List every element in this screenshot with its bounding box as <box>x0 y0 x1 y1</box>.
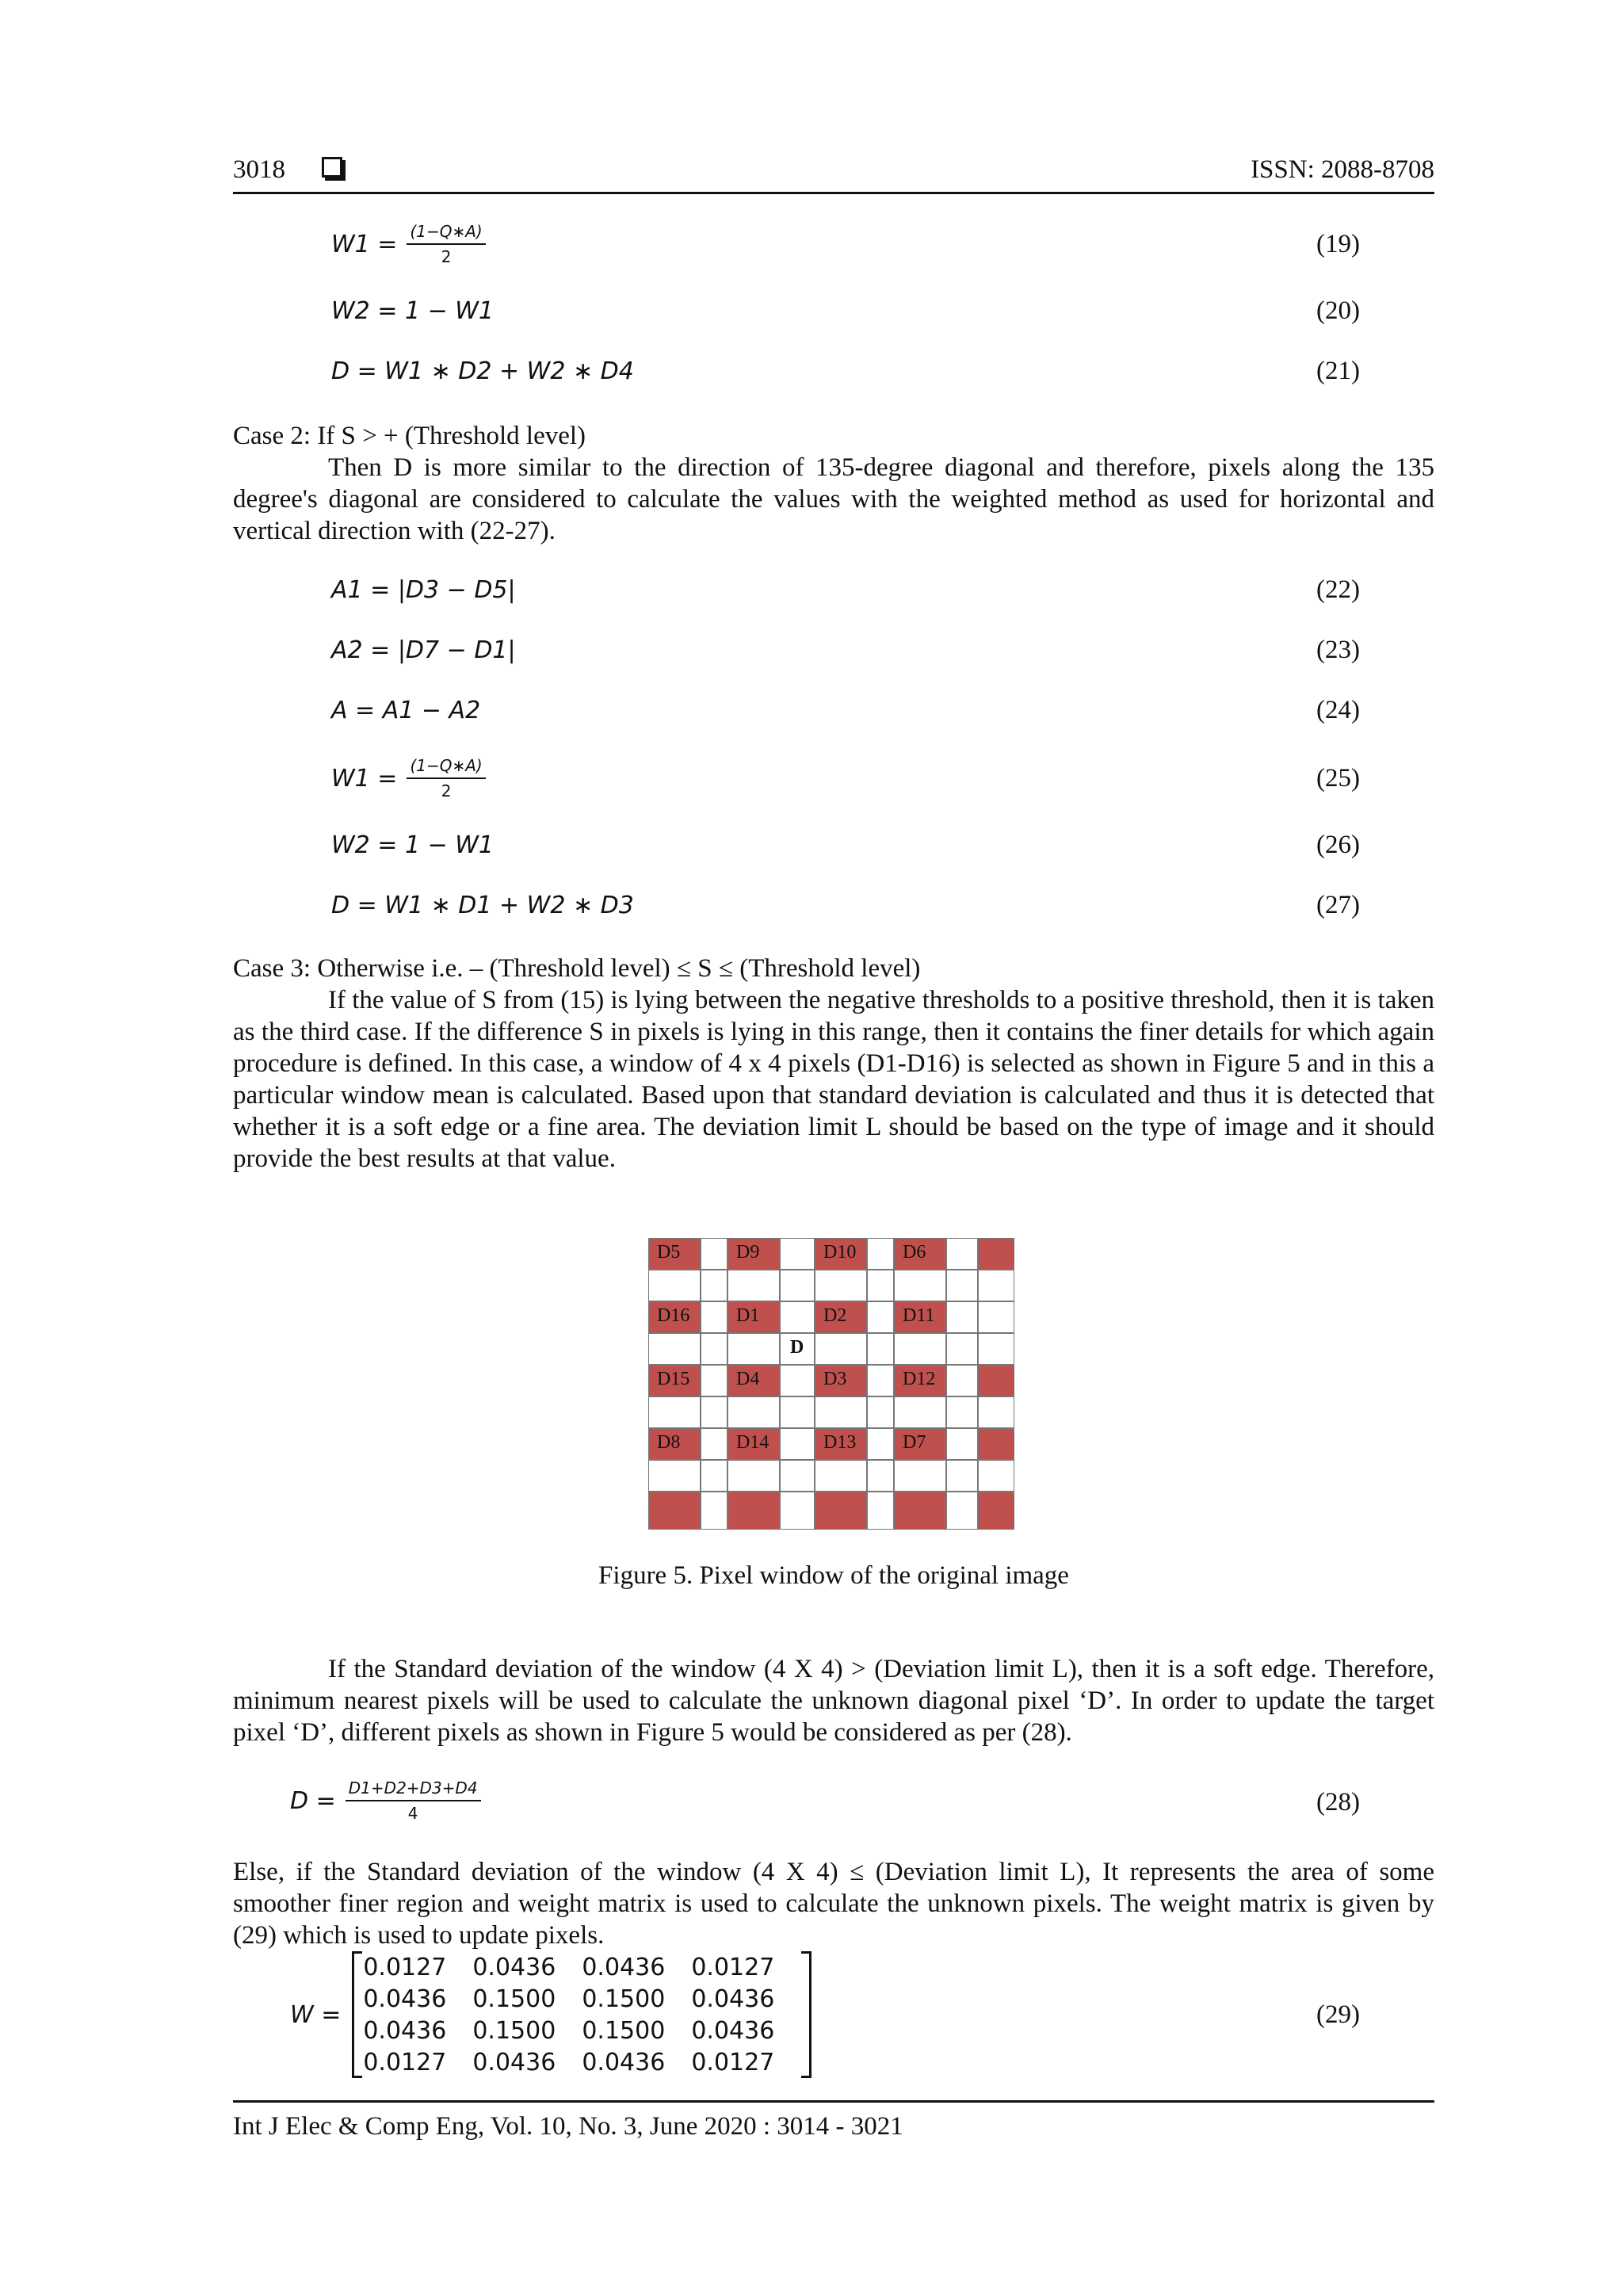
pixel-cell-d11: D11 <box>894 1301 946 1333</box>
equation-20: W2 = 1 − W1 <box>331 296 495 325</box>
pixel-cell <box>867 1301 894 1333</box>
pixel-cell <box>727 1333 780 1365</box>
matrix-cell: 0.0436 <box>472 1953 556 1981</box>
matrix-cell: 0.0127 <box>363 1953 447 1981</box>
pixel-cell <box>648 1270 701 1301</box>
pixel-cell-d10: D10 <box>815 1238 867 1270</box>
pixel-cell <box>701 1492 727 1530</box>
pixel-cell <box>978 1428 1014 1460</box>
pixel-cell <box>946 1333 978 1365</box>
equation-number: (29) <box>1316 2000 1360 2029</box>
matrix-cell: 0.0436 <box>363 2016 447 2045</box>
pixel-cell-d12: D12 <box>894 1365 946 1396</box>
pixel-cell <box>701 1396 727 1428</box>
case3-paragraph: If the value of S from (15) is lying between the negative thresholds to a positive threshold, then it is taken as the third case. If the difference S in pixels is lying in this range, then it contains the finer details for which again procedure is defined. In this case, a window of 4 x 4 pixels (D1-D16) is selected as shown in Figure 5 and in this a particular window mean is calculated. Based upon that standard deviation is calculated and thus it is detected that whether it is a soft edge or a fine area. The deviation limit L should be based on the type of image and it should provide the best results at that value. <box>233 986 1434 1173</box>
equation-26: W2 = 1 − W1 <box>331 831 495 859</box>
else-paragraph: Else, if the Standard deviation of the window (4 X 4) ≤ (Deviation limit L), It represents the area of some smoother finer region and weight matrix is used to calculate the unknown pixels. The weight matrix is given by (29) which is used to update pixels. <box>233 1858 1434 1950</box>
pixel-cell <box>867 1428 894 1460</box>
pixel-cell <box>946 1428 978 1460</box>
pixel-cell <box>780 1238 815 1270</box>
matrix-cell: 0.1500 <box>582 1985 666 2013</box>
matrix-cell: 0.0436 <box>582 2048 666 2076</box>
equation-22: A1 = |D3 − D5| <box>331 575 516 604</box>
pixel-cell <box>946 1492 978 1530</box>
matrix-row <box>363 2046 800 2078</box>
pixel-window-grid <box>648 1238 1014 1530</box>
pixel-cell <box>780 1270 815 1301</box>
pixel-cell <box>978 1333 1014 1365</box>
pixel-cell <box>648 1333 701 1365</box>
pixel-cell <box>978 1365 1014 1396</box>
pixel-cell <box>978 1270 1014 1301</box>
pixel-cell <box>867 1492 894 1530</box>
matrix-row <box>363 2015 800 2046</box>
pixel-cell-d5: D5 <box>648 1238 701 1270</box>
matrix-row <box>363 1983 800 2015</box>
pixel-cell-d9: D9 <box>727 1238 780 1270</box>
case2-paragraph: Then D is more similar to the direction of 135-degree diagonal and therefore, pixels along the 135 degree's diagonal are considered to calculate the values with the weighted method as used for horizontal and vertical direction with (22-27). <box>233 453 1434 545</box>
pixel-cell <box>701 1460 727 1492</box>
pixel-cell <box>780 1428 815 1460</box>
case2-heading: Case 2: If S > + (Threshold level) <box>233 422 586 450</box>
pixel-cell-d3: D3 <box>815 1365 867 1396</box>
pixel-cell <box>946 1270 978 1301</box>
equation-number: (24) <box>1316 696 1360 724</box>
pixel-cell <box>946 1301 978 1333</box>
pixel-cell <box>867 1460 894 1492</box>
header-rule <box>233 192 1434 194</box>
pixel-cell <box>978 1396 1014 1428</box>
equation-number: (22) <box>1316 575 1360 604</box>
pixel-cell-d8: D8 <box>648 1428 701 1460</box>
matrix-row <box>363 1951 800 1983</box>
pixel-cell <box>946 1460 978 1492</box>
pixel-cell <box>867 1238 894 1270</box>
pixel-cell <box>978 1238 1014 1270</box>
matrix-cell: 0.0436 <box>582 1953 666 1981</box>
pixel-cell <box>867 1270 894 1301</box>
pixel-cell <box>727 1396 780 1428</box>
pixel-cell <box>780 1301 815 1333</box>
pixel-cell <box>978 1492 1014 1530</box>
matrix-cell: 0.0127 <box>691 1953 775 1981</box>
equation-number: (23) <box>1316 636 1360 664</box>
pixel-cell-d16: D16 <box>648 1301 701 1333</box>
equation-28: D = $\frac{D1+D2+D3+D4}{4}$ <box>290 1777 481 1824</box>
pixel-cell-d6: D6 <box>894 1238 946 1270</box>
equation-number: (20) <box>1316 296 1360 325</box>
case3-heading: Case 3: Otherwise i.e. – (Threshold level) ≤ S ≤ (Threshold level) <box>233 954 921 983</box>
pixel-cell <box>894 1460 946 1492</box>
pixel-cell <box>815 1492 867 1530</box>
pixel-cell-d2: D2 <box>815 1301 867 1333</box>
pixel-cell <box>727 1460 780 1492</box>
figure-caption: Figure 5. Pixel window of the original image <box>598 1561 1069 1590</box>
pixel-cell <box>701 1301 727 1333</box>
equation-number: (28) <box>1316 1788 1360 1817</box>
issn-label: ISSN: 2088-8708 <box>1251 155 1434 184</box>
pixel-cell-d7: D7 <box>894 1428 946 1460</box>
pixel-cell <box>780 1365 815 1396</box>
pixel-cell-d14: D14 <box>727 1428 780 1460</box>
equation-29 <box>290 1951 812 2078</box>
pixel-cell <box>648 1460 701 1492</box>
pixel-cell-d15: D15 <box>648 1365 701 1396</box>
matrix-cell: 0.1500 <box>582 2016 666 2045</box>
pixel-cell <box>815 1333 867 1365</box>
pixel-cell <box>946 1365 978 1396</box>
pixel-cell <box>701 1428 727 1460</box>
pixel-cell <box>648 1492 701 1530</box>
equation-number: (25) <box>1316 764 1360 793</box>
pixel-cell <box>946 1238 978 1270</box>
pixel-cell <box>780 1460 815 1492</box>
pixel-cell <box>978 1460 1014 1492</box>
pixel-cell <box>701 1270 727 1301</box>
footer-rule <box>233 2100 1434 2103</box>
matrix-cell: 0.0436 <box>363 1985 447 2013</box>
matrix-cell: 0.0436 <box>691 2016 775 2045</box>
weight-matrix <box>352 1951 812 2078</box>
pixel-cell <box>894 1333 946 1365</box>
equation-21: D = W1 ∗ D2 + W2 ∗ D4 <box>331 357 634 385</box>
matrix-cell: 0.0436 <box>691 1985 775 2013</box>
equation-number: (26) <box>1316 831 1360 859</box>
pixel-cell-d4: D4 <box>727 1365 780 1396</box>
pixel-cell <box>815 1460 867 1492</box>
pixel-cell <box>946 1396 978 1428</box>
equation-19: W1 = $\frac{(1-Q∗A)}{2}$ <box>331 220 486 268</box>
pixel-cell <box>867 1396 894 1428</box>
matrix-cell: 0.0127 <box>691 2048 775 2076</box>
pixel-cell <box>727 1270 780 1301</box>
matrix-lhs: W = <box>290 2000 342 2029</box>
page-number: 3018 <box>233 155 285 184</box>
pixel-cell <box>780 1396 815 1428</box>
pixel-cell <box>780 1492 815 1530</box>
equation-27: D = W1 ∗ D1 + W2 ∗ D3 <box>331 891 634 919</box>
equation-25: W1 = $\frac{(1-Q∗A)}{2}$ <box>331 755 486 802</box>
matrix-cell: 0.0127 <box>363 2048 447 2076</box>
equation-number: (27) <box>1316 891 1360 919</box>
pixel-cell <box>894 1270 946 1301</box>
page-footer: Int J Elec & Comp Eng, Vol. 10, No. 3, June 2020 : 3014 - 3021 <box>233 2112 903 2141</box>
pixel-cell <box>867 1333 894 1365</box>
pixel-cell-d1: D1 <box>727 1301 780 1333</box>
matrix-cell: 0.0436 <box>472 2048 556 2076</box>
pixel-cell <box>894 1492 946 1530</box>
pixel-cell <box>815 1270 867 1301</box>
pixel-cell-d13: D13 <box>815 1428 867 1460</box>
pixel-cell <box>648 1396 701 1428</box>
equation-number: (19) <box>1316 230 1360 258</box>
pixel-cell <box>701 1333 727 1365</box>
equation-24: A = A1 − A2 <box>331 696 481 724</box>
pixel-cell-d: D <box>780 1333 815 1365</box>
pixel-cell <box>894 1396 946 1428</box>
pixel-cell <box>867 1365 894 1396</box>
equation-number: (21) <box>1316 357 1360 385</box>
pixel-cell <box>701 1365 727 1396</box>
equation-23: A2 = |D7 − D1| <box>331 636 516 664</box>
soft-edge-paragraph: If the Standard deviation of the window (4 X 4) > (Deviation limit L), then it is a soft edge. Therefore, minimum nearest pixels will be used to calculate the unknown diagonal pixel ‘D’. In order to update the target pixel ‘D’, different pixels as shown in Figure 5 would be considered as per (28). <box>233 1655 1434 1747</box>
matrix-cell: 0.1500 <box>472 2016 556 2045</box>
pixel-cell <box>815 1396 867 1428</box>
box-symbol-icon <box>322 157 342 178</box>
pixel-cell <box>978 1301 1014 1333</box>
pixel-cell <box>701 1238 727 1270</box>
pixel-cell <box>727 1492 780 1530</box>
matrix-cell: 0.1500 <box>472 1985 556 2013</box>
